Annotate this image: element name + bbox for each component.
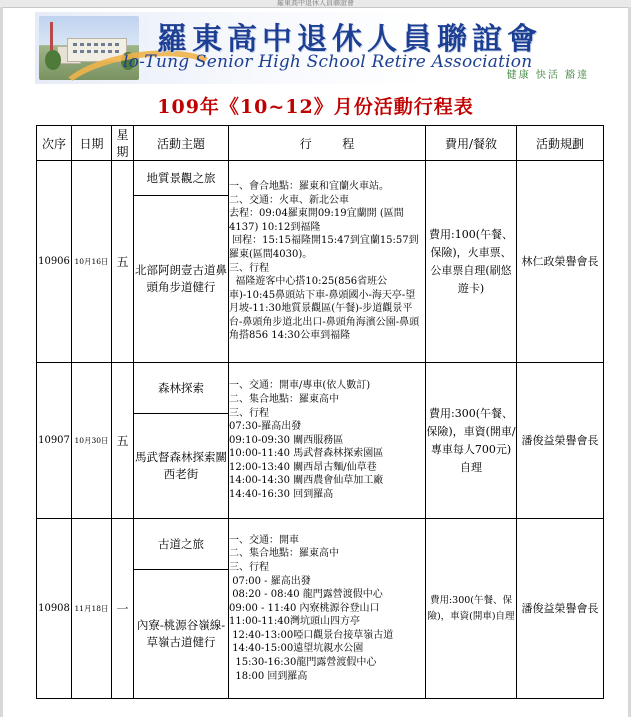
- itinerary-line: 去程：09:04羅東開09:19宜蘭開 (區間4137) 10:12到福隆: [229, 208, 404, 233]
- row-seq: 10908: [37, 519, 72, 699]
- row-date: 11月18日: [72, 519, 112, 699]
- itinerary-line: 一、會合地點：羅東和宜蘭火車站。: [229, 180, 389, 192]
- itinerary-line: 12:00-13:40 關西昂古麵/仙草巷: [229, 461, 377, 473]
- row-weekday: 五: [112, 363, 134, 519]
- itinerary-line: 一、交通：開車: [229, 534, 299, 546]
- row-planner: 潘俊益榮譽會長: [517, 519, 604, 699]
- itinerary-line: 二、集合地點：羅東高中: [229, 548, 339, 560]
- itinerary-line: 三、行程: [229, 407, 269, 419]
- column-header-theme: 活動主題: [134, 126, 229, 161]
- row-theme-main: 森林探索: [134, 363, 229, 414]
- row-theme-sub: 馬武督森林探索關西老街: [134, 414, 229, 519]
- column-header-fee: 費用/餐敘: [426, 126, 517, 161]
- itinerary-line: 二、集合地點：羅東高中: [229, 393, 339, 405]
- column-header-date: 日期: [72, 126, 112, 161]
- column-header-seq: 次序: [37, 126, 72, 161]
- column-header-weekday: 星期: [112, 126, 134, 161]
- itinerary-line: 08:20 - 08:40 龍門露營渡假中心: [229, 589, 383, 601]
- itinerary-line: 14:00-14:30 關西農會仙草加工廠: [229, 475, 384, 487]
- itinerary-line: 三、行程: [229, 561, 269, 573]
- row-fee: 費用:100(午餐、保險)，火車票、公車票自理(刷悠遊卡): [426, 161, 517, 363]
- table-header-row: [37, 126, 604, 161]
- itinerary-line: 07:30-羅高出發: [229, 421, 302, 433]
- row-itinerary: [229, 161, 426, 363]
- column-header-planner: 活動規劃: [517, 126, 604, 161]
- row-seq: 10907: [37, 363, 72, 519]
- itinerary-line: 18:00 回到羅高: [229, 670, 308, 682]
- itinerary-line: 回程：15:15福隆開15:47到宜蘭15:57到羅東(區間4030)。: [229, 235, 419, 260]
- row-fee: 費用:300(午餐、保險)，車資(開車)自理: [426, 519, 517, 699]
- table-row: [37, 161, 604, 196]
- row-date: 10月16日: [72, 161, 112, 363]
- windows-icon: [73, 50, 119, 53]
- row-itinerary: [229, 519, 426, 699]
- row-fee: 費用:300(午餐、保險)，車資(開車/專車每人700元)自理: [426, 363, 517, 519]
- table-row: [37, 363, 604, 414]
- tower-icon: [50, 22, 53, 52]
- itinerary-line: 11:00-11:40灣坑頭山四方亭: [229, 616, 361, 628]
- itinerary-line: 10:00-11:40 馬武督森林探索園區: [229, 448, 384, 460]
- table-row: [37, 519, 604, 570]
- itinerary-line: 福隆遊客中心搭10:25(856省班公車)-10:45鼻頭站下車-鼻頭國小-海天亭-望月坡-11:30地質景觀區(午餐)-步道觀景平台-鼻頭角步道北出口-鼻頭角海濱公園-鼻頭角搭856 14:30公車到福隆: [229, 276, 420, 342]
- row-date: 10月30日: [72, 363, 112, 519]
- itinerary-line: 09:10-09:30 關西服務區: [229, 434, 344, 446]
- itinerary-line: 14:40-16:30 回到羅高: [229, 489, 334, 501]
- column-header-itinerary: [229, 126, 426, 161]
- row-theme-main: 古道之旅: [134, 519, 229, 570]
- itinerary-line: 二、交通：火車、新北公車: [229, 194, 349, 206]
- banner-subtitle: lo-Tung Senior High School Retire Association: [123, 52, 533, 72]
- activity-schedule-table: [36, 125, 604, 699]
- row-weekday: 一: [112, 519, 134, 699]
- itinerary-line: 07:00 - 羅高出發: [229, 575, 311, 587]
- tree-icon: [45, 50, 61, 70]
- row-planner: 潘俊益榮譽會長: [517, 363, 604, 519]
- itinerary-line: 09:00 - 11:40 內寮桃源谷登山口: [229, 602, 380, 614]
- itinerary-line: 15:30-16:30龍門露營渡假中心: [229, 657, 377, 669]
- itinerary-line: 一、交通：開車/專車(依人數訂): [229, 380, 371, 392]
- banner-motto: 健康 快活 豁達: [506, 70, 589, 81]
- row-itinerary: [229, 363, 426, 519]
- row-weekday: 五: [112, 161, 134, 363]
- windows-icon: [73, 43, 119, 46]
- page-title: 109年《10~12》月份活動行程表: [157, 96, 474, 118]
- row-theme-main: 地質景觀之旅: [134, 161, 229, 196]
- itinerary-line: 12:40-13:00啞口觀景台接草嶺古道: [229, 629, 394, 641]
- row-planner: 林仁政榮譽會長: [517, 161, 604, 363]
- banner-title: 羅東高中退休人員聯誼會: [157, 22, 542, 57]
- row-theme-sub: 內寮-桃源谷嶺線-草嶺古道健行: [134, 570, 229, 699]
- column-header-itinerary-label: 行 程: [299, 136, 355, 151]
- itinerary-line: 三、行程: [229, 262, 269, 274]
- row-theme-sub: 北部阿朗壹古道鼻頭角步道健行: [134, 196, 229, 363]
- itinerary-line: 14:40-15:00遠望坑親水公園: [229, 643, 364, 655]
- header-strip: 羅東高中退休人員聯誼會: [0, 0, 631, 8]
- row-seq: 10906: [37, 161, 72, 363]
- association-banner: [35, 12, 595, 84]
